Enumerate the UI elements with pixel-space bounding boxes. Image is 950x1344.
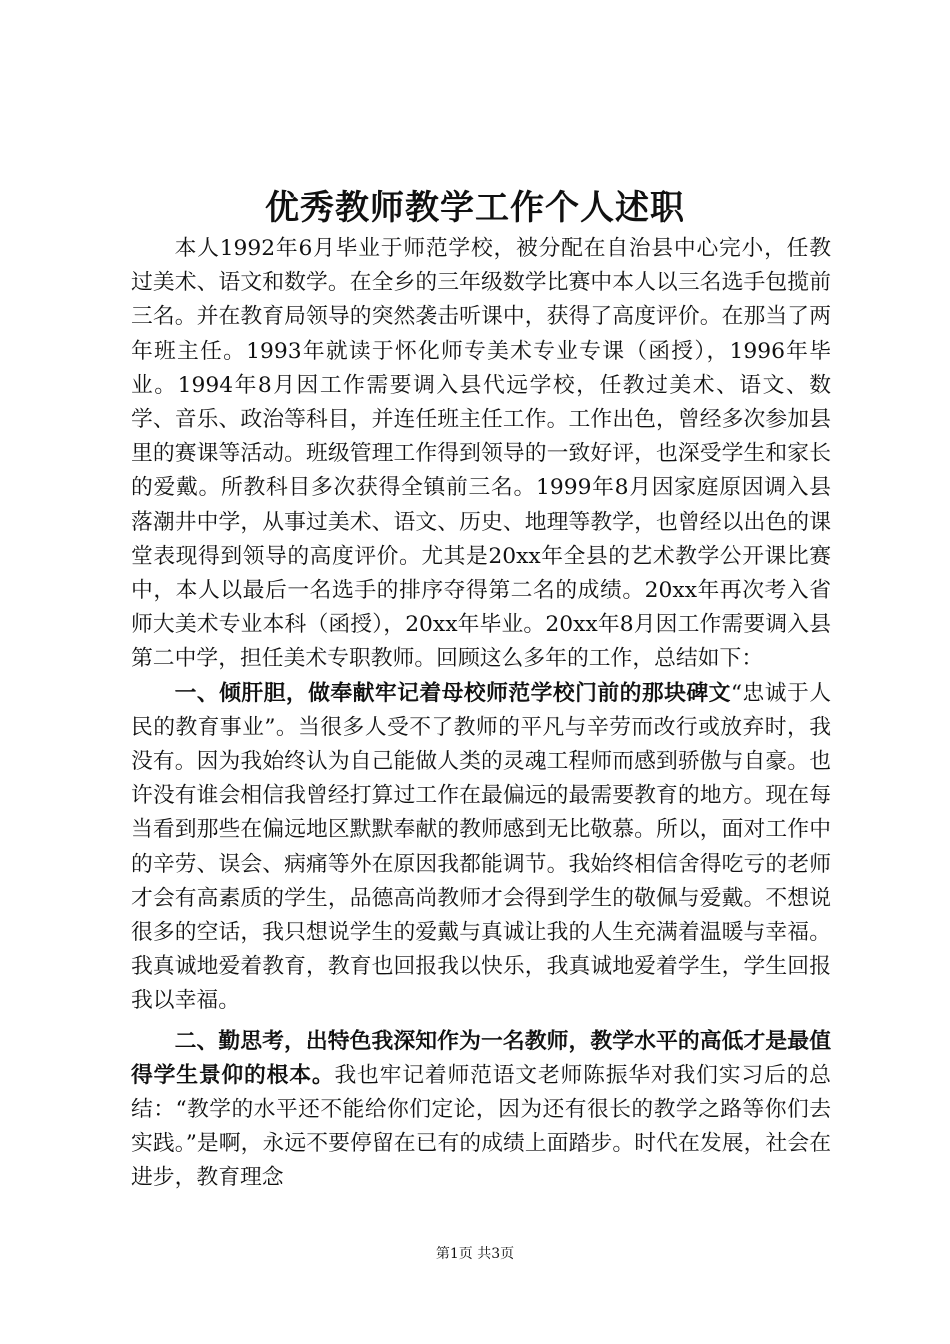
- section-2-body: 我也牢记着师范语文老师陈振华对我们实习后的总结：“教学的水平还不能给你们定论，因为还有很长的教学之路等你们去实践。”是啊，永远不要停留在已有的成绩上面踏步。时代在发展，社会在进步，教育理念: [131, 1062, 831, 1191]
- intro-paragraph: 本人1992年6月毕业于师范学校，被分配在自治县中心完小，任教过美术、语文和数学。在全乡的三年级数学比赛中本人以三名选手包揽前三名。并在教育局领导的突然袭击听课中，获得了高度评价。在那当了两年班主任。1993年就读于怀化师专美术专业专课（函授），1996年毕业。1994年8月因工作需要调入县代远学校，任教过美术、语文、数学、音乐、政治等科目，并连任班主任工作。工作出色，曾经多次参加县里的赛课等活动。班级管理工作得到领导的一致好评，也深受学生和家长的爱戴。所教科目多次获得全镇前三名。1999年8月因家庭原因调入县落潮井中学，从事过美术、语文、历史、地理等教学，也曾经以出色的课堂表现得到领导的高度评价。尤其是20xx年全县的艺术教学公开课比赛中，本人以最后一名选手的排序夺得第二名的成绩。20xx年再次考入省师大美术专业本科（函授），20xx年毕业。20xx年8月因工作需要调入县第二中学，担任美术专职教师。回顾这么多年的工作，总结如下：: [131, 236, 831, 672]
- document-title: 优秀教师教学工作个人述职: [265, 188, 685, 228]
- document-body: [131, 232, 831, 1196]
- section-2-paragraph: [131, 1025, 831, 1196]
- section-1-heading: 一、倾肝胆，做奉献牢记着母校师范学校门前的那块碑文: [174, 680, 731, 706]
- page-footer: 第1页 共3页: [435, 1246, 515, 1262]
- section-1-body: “忠诚于人民的教育事业”。当很多人受不了教师的平凡与辛劳而改行或放弃时，我没有。因为我始终认为自己能做人类的灵魂工程师而感到骄傲与自豪。也许没有谁会相信我曾经打算过工作在最偏远的最需要教育的地方。现在每当看到那些在偏远地区默默奉献的教师感到无比敬慕。所以，面对工作中的辛劳、误会、病痛等外在原因我都能调节。我始终相信舍得吃亏的老师才会有高素质的学生，品德高尚教师才会得到学生的敬佩与爱戴。不想说很多的空话，我只想说学生的爱戴与真诚让我的人生充满着温暖与幸福。我真诚地爱着教育，教育也回报我以快乐，我真诚地爱着学生，学生回报我以幸福。: [131, 680, 831, 1014]
- section-1-paragraph: [131, 677, 831, 1019]
- section-2-heading: 二、勤思考，出特色我深知作为一名教师，教学水平的高低才是最值得学生景仰的根本。: [131, 1028, 831, 1088]
